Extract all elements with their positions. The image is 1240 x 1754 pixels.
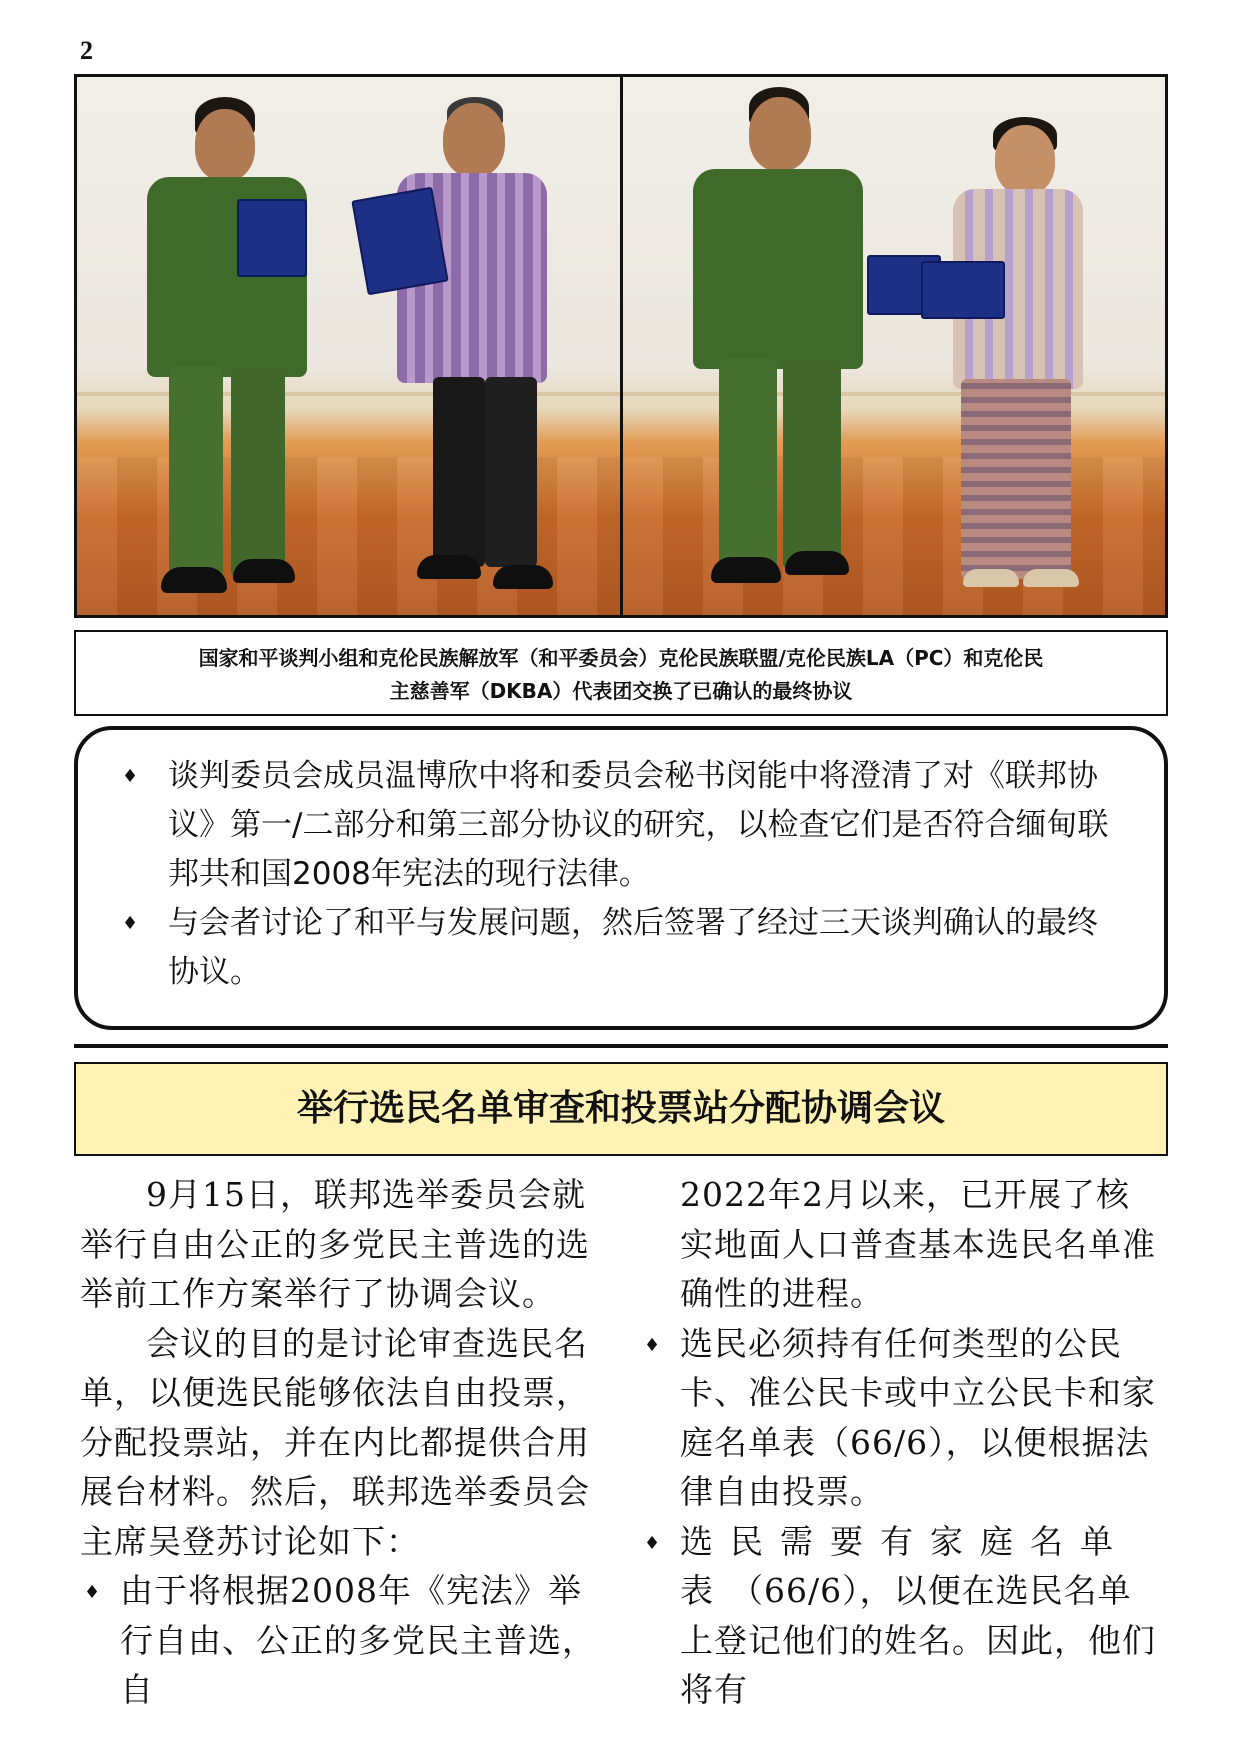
highlight-text: 谈判委员会成员温博欣中将和委员会秘书闵能中将澄清了对《联邦协议》第一/二部分和第三部分协议的研究，以检查它们是否符合缅甸联邦共和国2008年宪法的现行法律。 [168,758,1109,892]
bullet-text: 选民必须持有任何类型的公民卡、准公民卡或中立公民卡和家庭名单表（66/6），以便根据法律自由投票。 [680,1323,1156,1511]
page-number: 2 [80,36,93,65]
caption-line: 主慈善军（DKBA）代表团交换了已确认的最终协议 [389,679,853,703]
photo-row [74,74,1168,618]
article-column-right [640,1170,1160,1715]
article-bullet [640,1517,1160,1715]
caption-line: 国家和平谈判小组和克伦民族解放军（和平委员会）克伦民族联盟/克伦民族LA（PC）和克伦民 [198,646,1044,670]
bullet-text: 由于将根据2008年《宪法》举行自由、公正的多党民主普选，自 [120,1571,596,1709]
bullet-text: （66/6），以便在选民名单上登记他们的姓名。因此，他们将有 [680,1571,1156,1709]
diamond-bullet-icon: ♦ [122,766,139,787]
agreement-folder [351,187,448,296]
section-divider [74,1044,1168,1048]
highlight-item [122,899,1124,997]
article-bullet [640,1319,1160,1517]
section-title: 举行选民名单审查和投票站分配协调会议 [74,1062,1168,1156]
delegate-figure [377,97,547,615]
article-paragraph: 会议的目的是讨论审查选民名单，以便选民能够依法自由投票，分配投票站，并在内比都提供合用展台材料。然后，联邦选举委员会主席吴登苏讨论如下： [80,1323,590,1561]
bullet-text: 选民需要有家庭名单表 [680,1521,1130,1610]
photo-right [620,77,1166,615]
diamond-bullet-icon: ♦ [84,1582,102,1603]
article-paragraph: 9月15日，联邦选举委员会就举行自由公正的多党民主普选的选举前工作方案举行了协调会议。 [80,1175,590,1313]
diamond-bullet-icon: ♦ [122,913,139,934]
officer-figure [693,87,873,615]
article-bullet [80,1566,600,1715]
agreement-folder [921,261,1005,319]
diamond-bullet-icon: ♦ [644,1532,662,1554]
delegate-figure [943,117,1093,615]
highlight-text: 与会者讨论了和平与发展问题，然后签署了经过三天谈判确认的最终协议。 [168,905,1098,990]
article-column-left [80,1170,600,1715]
diamond-bullet-icon: ♦ [644,1334,662,1356]
highlight-item [122,752,1124,899]
officer-figure [147,97,317,615]
photo-caption [74,630,1168,716]
photo-left [77,77,620,615]
agreement-folder [237,199,307,277]
highlights-box [74,726,1168,1030]
article-paragraph: 2022年2月以来，已开展了核实地面人口普查基本选民名单准确性的进程。 [680,1175,1156,1313]
